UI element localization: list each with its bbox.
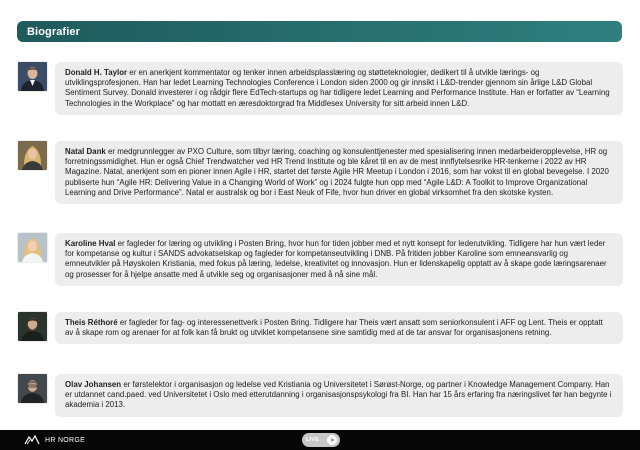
- bio-name: Olav Johansen: [65, 380, 122, 389]
- bio-text: er fagleder for fag- og interessenettverk i Posten Bring. Tidligere har Theis vært ansatt som seniorkonsulent i AFF og Lent. Theis er opptatt av å skape rom og arenaer for at folk kan få brukt og utviklet kompetansene sine samtidig med at de tar ansvar for organisasjonens retning.: [65, 318, 603, 338]
- section-header: [17, 21, 622, 42]
- section-title: Biografier: [27, 25, 80, 38]
- bio-natal-dank: [18, 141, 623, 204]
- hr-norge-logo-mark-icon: [24, 435, 40, 445]
- bio-donald-taylor: [18, 62, 623, 115]
- avatar: [18, 312, 47, 341]
- logo-text: HR NORGE: [45, 436, 86, 444]
- live-label: LIVE: [306, 437, 320, 443]
- bio-name: Karoline Hval: [65, 239, 116, 248]
- avatar: [18, 62, 47, 91]
- bio-olav-johansen: [18, 374, 623, 417]
- bio-card: [55, 62, 623, 115]
- bio-text: er en anerkjent kommentator og tenker innen arbeidsplasslæring og støtteteknologier, dedikert til å utvikle lærings- og utviklingsprofesjonen. Han har ledet Learning Technologies Conference i London siden 2000 og gir innsikt i L&D-trender gjennom sin årlige L&D Global Sentiment Survey. Donald investerer i og rådgir flere EdTech-startups og har tidligere ledet Learning and Performance Institute. Han er forfatter av “Learning Technologies in the Workplace” og har mottatt en æresdoktorgrad fra Middlesex University for sitt arbeid innen L&D.: [65, 68, 610, 108]
- bio-name: Natal Dank: [65, 147, 106, 156]
- avatar: [18, 233, 47, 262]
- footer-bar: [0, 430, 640, 450]
- avatar: [18, 374, 47, 403]
- bio-text: er fagleder for læring og utvikling i Posten Bring, hvor hun for tiden jobber med et nytt konsept for lederutvikling. Tidligere har hun vært leder for kompetanse og kultur i SANDS advokatselskap og fagleder for kompetanseutvikling i DNB. På fritiden jobber Karoline som emneansvarlig og emneutvikler på Høyskolen Kristiania, med fokus på læring, ledelse, kreativitet og innovasjon. Hun er lidenskapelig opptatt av å skape gode læringsarenaer og prosesser for å hjelpe ansatte med å utvikle seg og organisasjoner med å nå sine mål.: [65, 239, 607, 279]
- bio-card: [55, 141, 623, 204]
- bio-text: er førstelektor i organisasjon og ledelse ved Kristiania og Universitetet i Sørøst-Norge, og partner i Knowledge Management Company. Han er utdannet cand.paed. ved Universitetet i Oslo med etterutdanning i organisasjonspsykologi fra BI. Han har 15 års erfaring fra næringslivet før han begynte i akademia i 2013.: [65, 380, 612, 410]
- bio-card: [55, 312, 623, 344]
- bio-karoline-hval: [18, 233, 623, 286]
- brand-logo: [24, 435, 85, 445]
- bio-name: Donald H. Taylor: [65, 68, 128, 77]
- bio-theis-rethore: [18, 312, 623, 344]
- live-button[interactable]: [302, 433, 340, 447]
- bio-text: er medgrunnlegger av PXO Culture, som tilbyr læring, coaching og konsulenttjenester med spesialisering innen medarbeideropplevelse, HR og forretningssmidighet. Hun er også Chief Trendwatcher ved HR Trend Institute og ble kåret til en av de mest innflytelsesrike HR-tenkerne i 2022 av HR Magazine. Natal, anerkjent som en pioner innen Agile i HR, startet det første Agile HR Meetup i London i 2016, som har vokst til en global bevegelse. I 2020 publiserte hun “Agile HR: Delivering Value in a Changing World of Work” og i 2024 fulgte hun opp med “Agile L&D: A Toolkit to Improve Organizational Learning and Drive Performance”. Natal er australsk og bor i East Neuk of Fife, hvor hun driver en global virksomhet fra den skotske kysten.: [65, 147, 609, 197]
- bio-name: Theis Réthoré: [65, 318, 118, 327]
- bio-card: [55, 374, 623, 417]
- bio-card: [55, 233, 623, 286]
- avatar: [18, 141, 47, 170]
- play-icon: [327, 435, 337, 445]
